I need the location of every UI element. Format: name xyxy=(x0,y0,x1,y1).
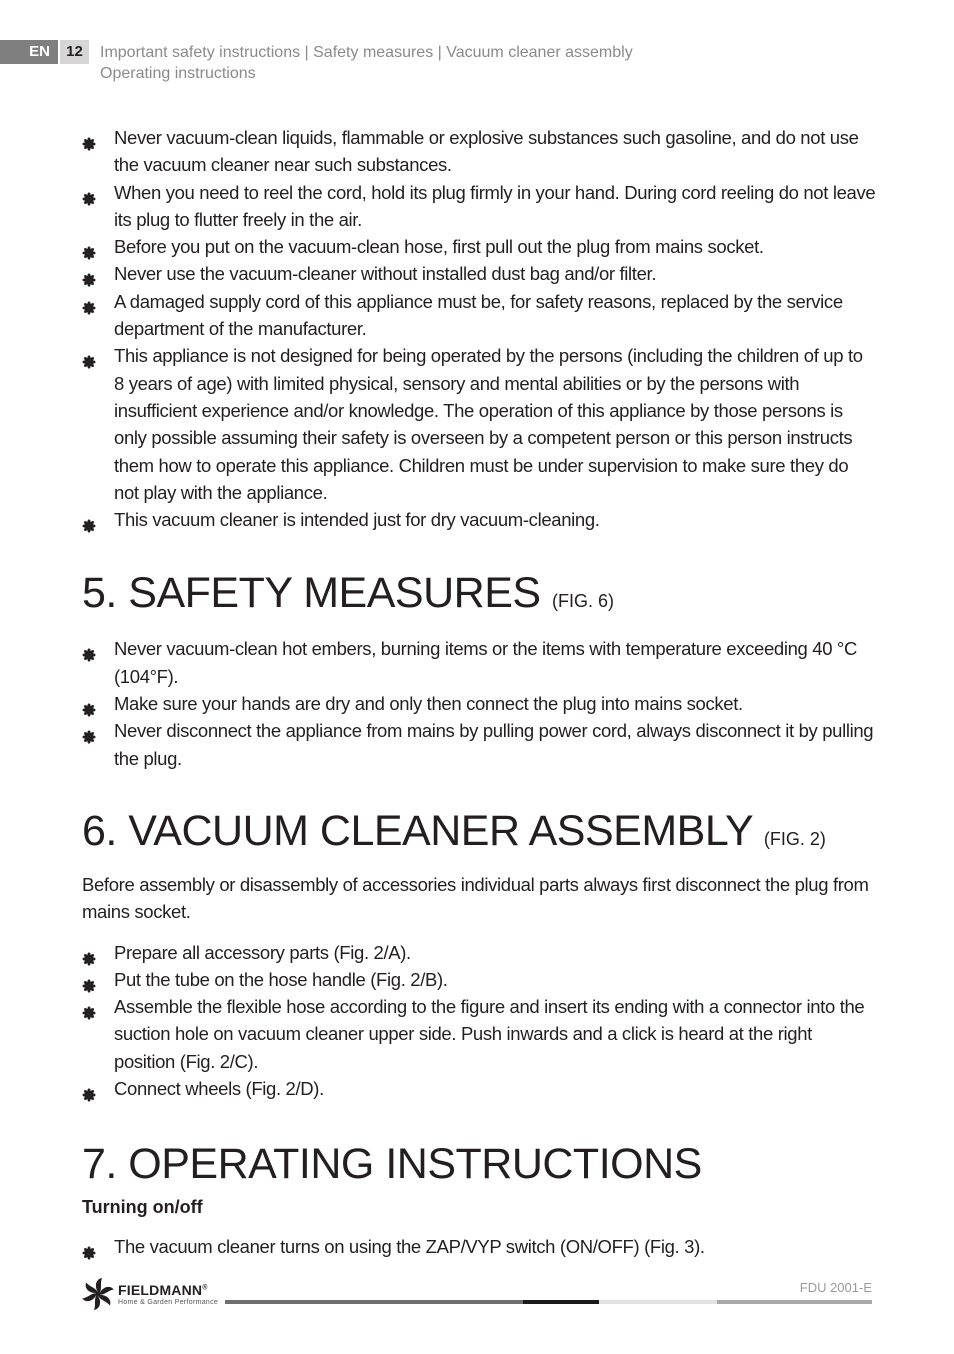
list-item xyxy=(82,635,877,690)
page-content xyxy=(82,124,877,1261)
bullet-icon xyxy=(82,724,96,738)
list-item-text: Never vacuum-clean hot embers, burning items or the items with temperature exceeding 40 °C (104°F). xyxy=(114,638,857,687)
footer-rule-grey xyxy=(225,1300,523,1304)
bullet-icon xyxy=(82,349,96,363)
list-item xyxy=(82,233,877,260)
bullet-icon xyxy=(82,131,96,145)
bullet-icon xyxy=(82,642,96,656)
list-item xyxy=(82,260,877,287)
bullet-icon xyxy=(82,186,96,200)
list-item-text: When you need to reel the cord, hold its plug firmly in your hand. During cord reeling do not leave its plug to flutter freely in the air. xyxy=(114,181,876,230)
model-number: FDU 2001-E xyxy=(799,1280,872,1295)
bullet-icon xyxy=(82,1240,96,1254)
section-7-heading xyxy=(82,1138,877,1190)
list-item xyxy=(82,506,877,533)
bullet-icon xyxy=(82,267,96,281)
list-item xyxy=(82,966,877,993)
list-item xyxy=(82,124,877,179)
list-item-text: Assemble the flexible hose according to the figure and insert its ending with a connector into the suction hole on vacuum cleaner upper side. Push inwards and a click is heard at the right position (Fig. 2/C). xyxy=(114,996,865,1072)
list-item-text: This appliance is not designed for being operated by the persons (including the children of up to 8 years of age) with limited physical, sensory and mental abilities or by the persons with insufficient experience and/or knowledge. The operation of this appliance by those persons is only possible assuming their safety is overseen by a competent person or this person instructs them how to operate this appliance. Children must be under supervision to make sure they do not play with the appliance. xyxy=(114,345,863,503)
footer-rule-mid xyxy=(717,1300,872,1304)
section-6-heading xyxy=(82,805,877,865)
list-item-text: Never use the vacuum-cleaner without installed dust bag and/or filter. xyxy=(114,263,657,285)
page-number: 12 xyxy=(60,40,89,64)
running-header xyxy=(100,42,800,84)
fan-logo-icon xyxy=(82,1277,114,1311)
bullet-icon xyxy=(82,1082,96,1096)
list-item xyxy=(82,690,877,717)
list-item xyxy=(82,939,877,966)
bullet-icon xyxy=(82,295,96,309)
bullet-icon xyxy=(82,513,96,527)
list-item xyxy=(82,1075,877,1102)
list-item-text: Connect wheels (Fig. 2/D). xyxy=(114,1078,324,1100)
bullet-icon xyxy=(82,240,96,254)
bullet-icon xyxy=(82,697,96,711)
list-item xyxy=(82,288,877,343)
footer-rule-light xyxy=(599,1300,717,1304)
fieldmann-logo xyxy=(82,1277,227,1313)
list-item-text: Never vacuum-clean liquids, flammable or explosive substances such gasoline, and do not use the vacuum cleaner near such substances. xyxy=(114,127,859,176)
list-item-text: The vacuum cleaner turns on using the ZAP/VYP switch (ON/OFF) (Fig. 3). xyxy=(114,1236,705,1258)
list-item-text: Put the tube on the hose handle (Fig. 2/B). xyxy=(114,968,448,990)
assembly-steps-list xyxy=(82,939,877,1103)
running-header-line-2: Operating instructions xyxy=(100,65,256,82)
section-5-heading xyxy=(82,567,877,627)
section-6-title: 6. VACUUM CLEANER ASSEMBLY xyxy=(82,806,753,855)
list-item-text: A damaged supply cord of this appliance must be, for safety reasons, replaced by the service department of the manufacturer. xyxy=(114,290,843,340)
section-6-fig-ref: (FIG. 2) xyxy=(763,828,826,849)
list-item-text: This vacuum cleaner is intended just for dry vacuum-cleaning. xyxy=(114,509,600,531)
brand-name: FIELDMANN® xyxy=(118,1282,208,1298)
safety-measures-list xyxy=(82,635,877,771)
turning-on-off-subheading: Turning on/off xyxy=(82,1197,203,1218)
list-item-text: Before you put on the vacuum-clean hose, first pull out the plug from mains socket. xyxy=(114,236,764,258)
bullet-icon xyxy=(82,946,96,960)
list-item xyxy=(82,342,877,506)
footer-rule-black xyxy=(523,1300,599,1304)
list-item-text: Never disconnect the appliance from mains by pulling power cord, always disconnect it by pulling the plug. xyxy=(114,720,874,769)
safety-instructions-list xyxy=(82,124,877,533)
language-tab: EN xyxy=(0,40,58,64)
assembly-intro: Before assembly or disassembly of accessories individual parts always first disconnect the plug from mains socket. xyxy=(82,873,869,923)
list-item xyxy=(82,717,877,772)
list-item xyxy=(82,993,877,1075)
operating-list xyxy=(82,1233,877,1260)
section-5-fig-ref: (FIG. 6) xyxy=(552,591,615,612)
list-item-text: Make sure your hands are dry and only then connect the plug into mains socket. xyxy=(114,693,743,715)
list-item-text: Prepare all accessory parts (Fig. 2/A). xyxy=(114,941,411,963)
list-item xyxy=(82,179,877,234)
list-item xyxy=(82,1233,877,1260)
brand-tagline: Home & Garden Performance xyxy=(118,1299,219,1306)
section-7-title: 7. OPERATING INSTRUCTIONS xyxy=(82,1140,702,1189)
bullet-icon xyxy=(82,1000,96,1014)
bullet-icon xyxy=(82,973,96,987)
running-header-line-1: Important safety instructions | Safety measures | Vacuum cleaner assembly xyxy=(100,44,633,61)
section-5-title: 5. SAFETY MEASURES xyxy=(82,569,541,618)
